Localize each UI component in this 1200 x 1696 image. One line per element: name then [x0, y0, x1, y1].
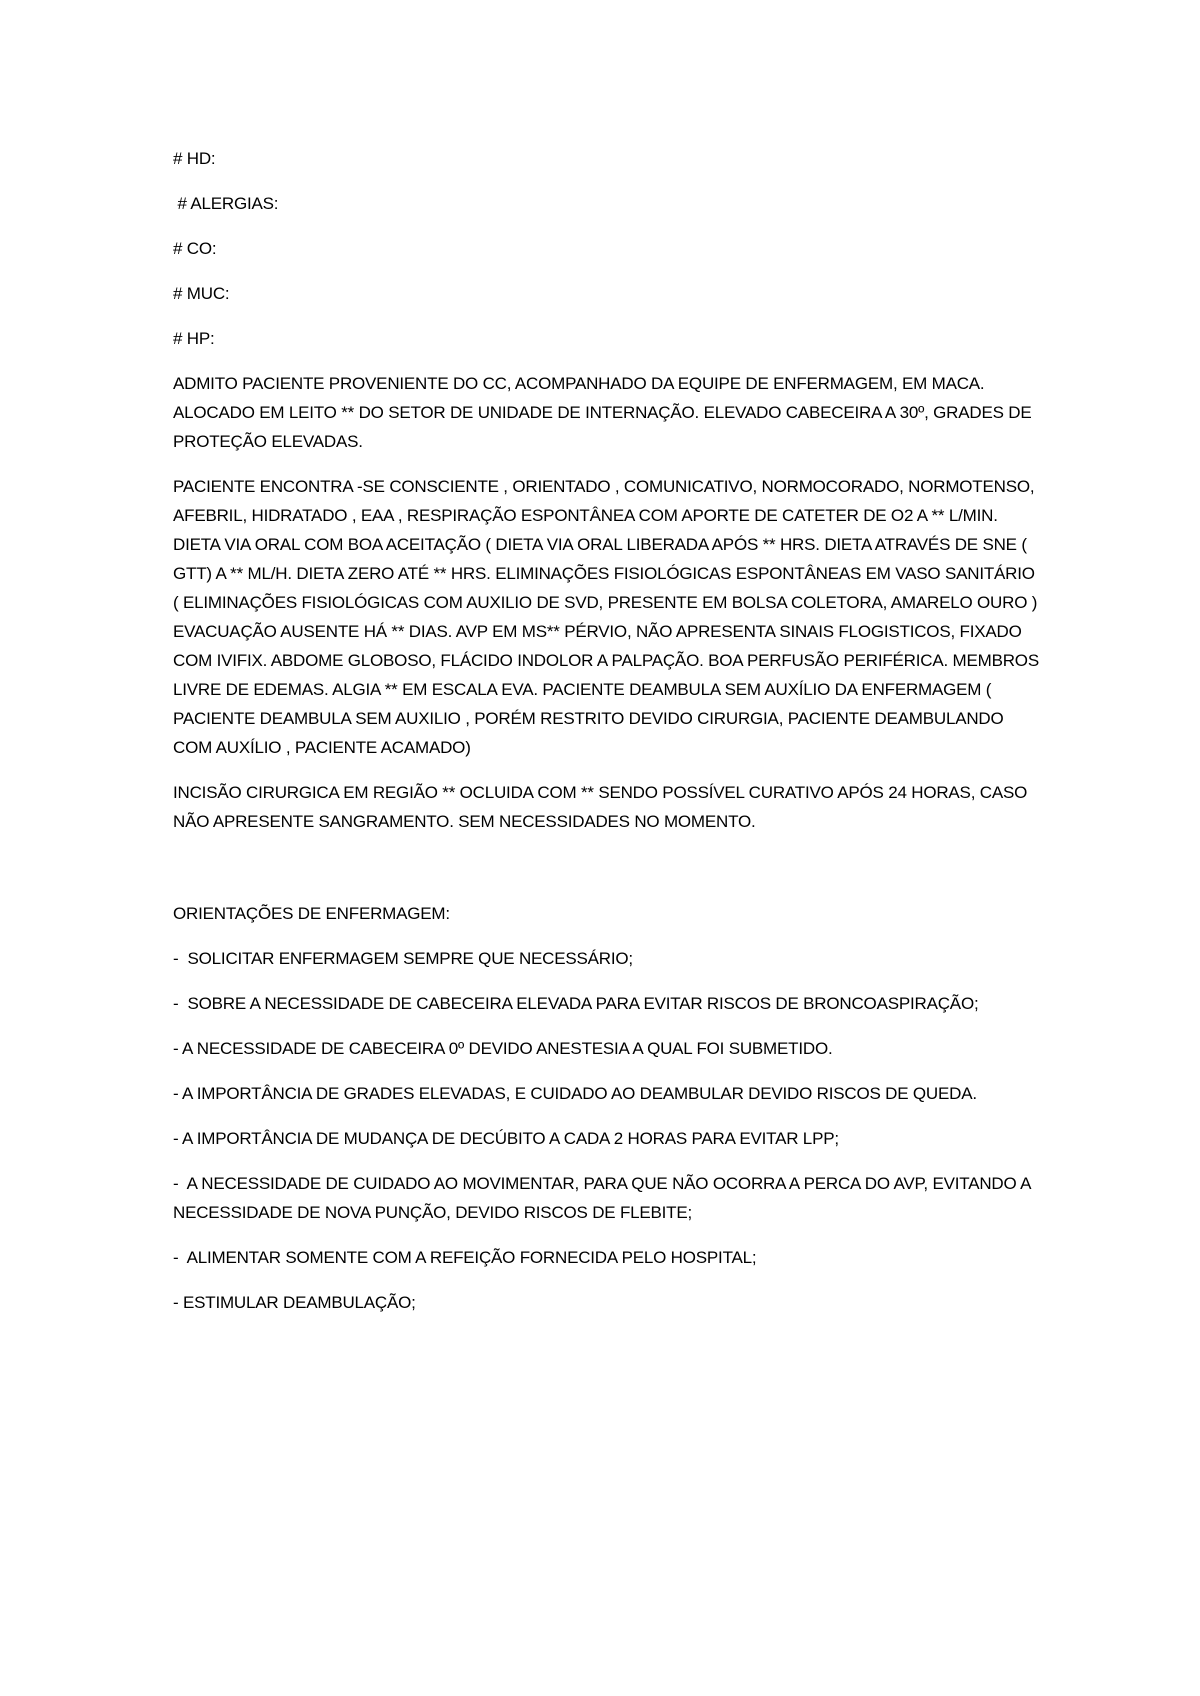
orientation-item: - SOBRE A NECESSIDADE DE CABECEIRA ELEVADA PARA EVITAR RISCOS DE BRONCOASPIRAÇÃO; — [173, 994, 979, 1013]
paragraph-admission: ADMITO PACIENTE PROVENIENTE DO CC, ACOMPANHADO DA EQUIPE DE ENFERMAGEM, EM MACA. ALOCADO EM LEITO ** DO SETOR DE UNIDADE DE INTERNAÇÃO. ELEVADO CABECEIRA A 30º, GRADES DE PROTEÇÃO ELEVADAS. — [173, 374, 1032, 451]
header-hp: # HP: — [173, 329, 215, 348]
orientation-item: - ALIMENTAR SOMENTE COM A REFEIÇÃO FORNECIDA PELO HOSPITAL; — [173, 1248, 757, 1267]
orientation-item: - ESTIMULAR DEAMBULAÇÃO; — [173, 1293, 416, 1312]
paragraph-incision: INCISÃO CIRURGICA EM REGIÃO ** OCLUIDA COM ** SENDO POSSÍVEL CURATIVO APÓS 24 HORAS, CASO NÃO APRESENTE SANGRAMENTO. SEM NECESSIDADES NO MOMENTO. — [173, 783, 1028, 831]
orientation-item: - A IMPORTÂNCIA DE MUDANÇA DE DECÚBITO A CADA 2 HORAS PARA EVITAR LPP; — [173, 1129, 839, 1148]
document-body — [173, 144, 1043, 1333]
orientation-item: - A NECESSIDADE DE CUIDADO AO MOVIMENTAR, PARA QUE NÃO OCORRA A PERCA DO AVP, EVITANDO A NECESSIDADE DE NOVA PUNÇÃO, DEVIDO RISCOS DE FLEBITE; — [173, 1174, 1035, 1222]
header-hd: # HD: — [173, 149, 216, 168]
orientation-item: - SOLICITAR ENFERMAGEM SEMPRE QUE NECESSÁRIO; — [173, 949, 633, 968]
orientation-item: - A NECESSIDADE DE CABECEIRA 0º DEVIDO ANESTESIA A QUAL FOI SUBMETIDO. — [173, 1039, 833, 1058]
header-co: # CO: — [173, 239, 217, 258]
paragraph-patient-status: PACIENTE ENCONTRA -SE CONSCIENTE , ORIENTADO , COMUNICATIVO, NORMOCORADO, NORMOTENSO, AFEBRIL, HIDRATADO , EAA , RESPIRAÇÃO ESPONTÂNEA COM APORTE DE CATETER DE O2 A ** L/MIN. DIETA VIA ORAL COM BOA ACEITAÇÃO ( DIETA VIA ORAL LIBERADA APÓS ** HRS. DIETA ATRAVÉS DE SNE ( GTT) A ** ML/H. DIETA ZERO ATÉ ** HRS. ELIMINAÇÕES FISIOLÓGICAS ESPONTÂNEAS EM VASO SANITÁRIO ( ELIMINAÇÕES FISIOLÓGICAS COM AUXILIO DE SVD, PRESENTE EM BOLSA COLETORA, AMARELO OURO ) EVACUAÇÃO AUSENTE HÁ ** DIAS. AVP EM MS** PÉRVIO, NÃO APRESENTA SINAIS FLOGISTICOS, FIXADO COM IVIFIX. ABDOME GLOBOSO, FLÁCIDO INDOLOR A PALPAÇÃO. BOA PERFUSÃO PERIFÉRICA. MEMBROS LIVRE DE EDEMAS. ALGIA ** EM ESCALA EVA. PACIENTE DEAMBULA SEM AUXÍLIO DA ENFERMAGEM ( PACIENTE DEAMBULA SEM AUXILIO , PORÉM RESTRITO DEVIDO CIRURGIA, PACIENTE DEAMBULANDO COM AUXÍLIO , PACIENTE ACAMADO) — [173, 477, 1039, 757]
orientations-title: ORIENTAÇÕES DE ENFERMAGEM: — [173, 904, 450, 923]
section-spacer — [173, 852, 1043, 899]
header-muc: # MUC: — [173, 284, 230, 303]
header-alergias: # ALERGIAS: — [173, 194, 279, 213]
orientation-item: - A IMPORTÂNCIA DE GRADES ELEVADAS, E CUIDADO AO DEAMBULAR DEVIDO RISCOS DE QUEDA. — [173, 1084, 977, 1103]
